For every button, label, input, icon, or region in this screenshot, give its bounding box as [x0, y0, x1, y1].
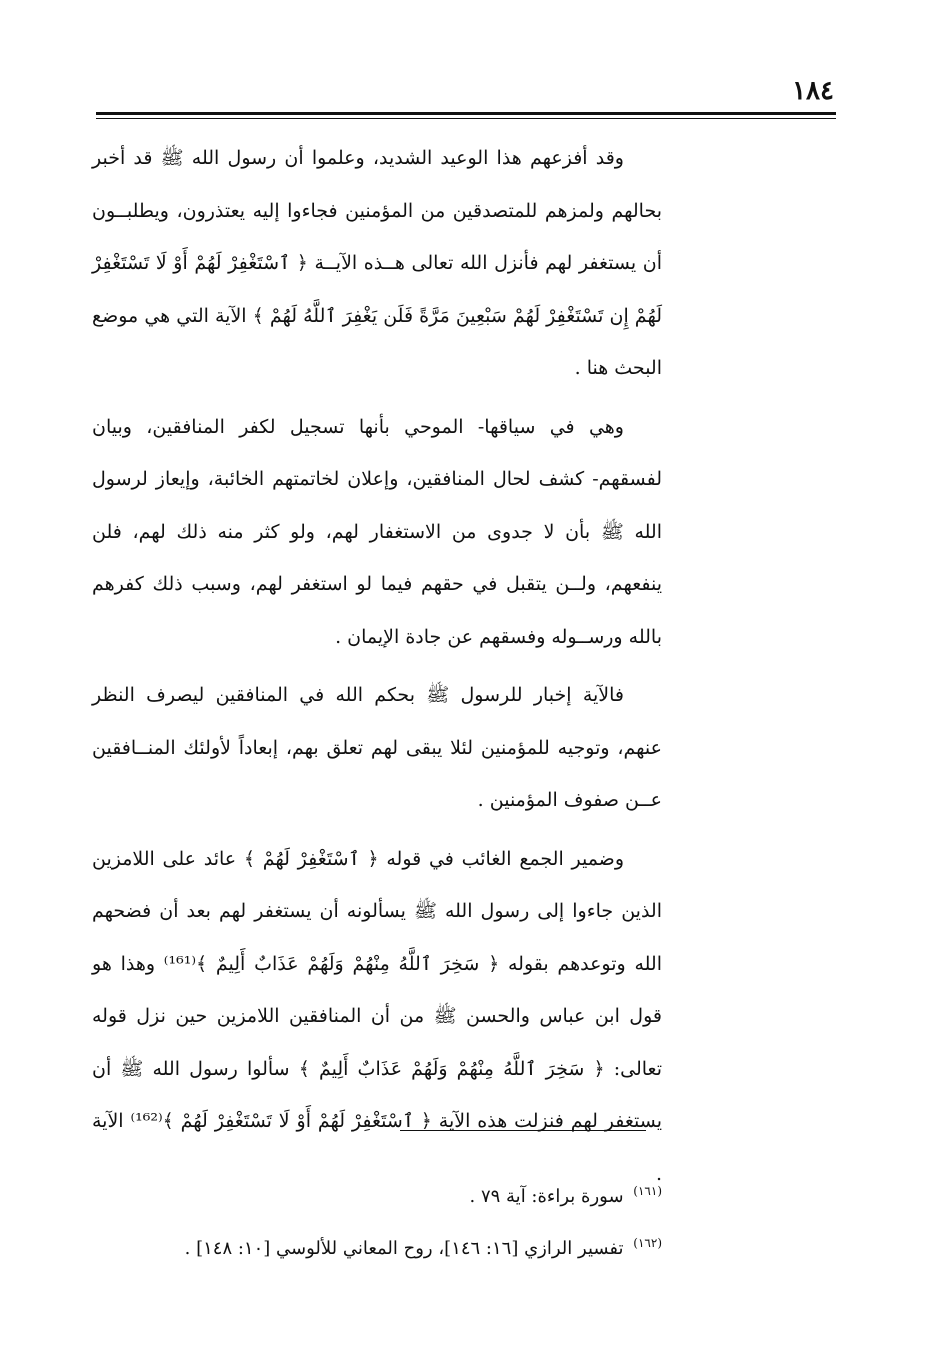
- footnote-mark: (١٦٢): [633, 1236, 662, 1250]
- footnote-rule: [400, 1130, 646, 1131]
- body-text: [92, 132, 662, 1206]
- page-number: ١٨٤: [792, 76, 834, 106]
- header-rule: [96, 112, 836, 115]
- paragraph-3: فالآية إخبار للرسول ﷺ بحكم الله في المنافقين ليصرف النظر عنهم، وتوجيه للمؤمنين لئلا يبقى لهم تعلق بهم، إبعاداً لأولئك المنــافقين عــن صفوف المؤمنين .: [92, 684, 662, 811]
- header-rule-thin: [96, 118, 836, 119]
- footnote-161: [92, 1168, 662, 1220]
- paragraph-1: وقد أفزعهم هذا الوعيد الشديد، وعلموا أن رسول الله ﷺ قد أخبر بحالهم ولمزهم للمتصدقين من المؤمنين فجاءوا إليه يعتذرون، ويطلبــون أن يستغفر لهم فأنزل الله تعالى هــذه الآيــة ﴿ ٱسْتَغْفِرْ لَهُمْ أَوْ لَا تَسْتَغْفِرْ لَهُمْ إِن تَسْتَغْفِرْ لَهُمْ سَبْعِينَ مَرَّةً فَلَن يَغْفِرَ ٱللَّهُ لَهُمْ ﴾ الآية التي هي موضع البحث هنا .: [92, 147, 662, 379]
- footnotes: [92, 1168, 662, 1272]
- paragraph-2: وهي في سياقها- الموحي بأنها تسجيل لكفر المنافقين، وبيان لفسقهم- كشف لحال المنافقين، وإعلان لخاتمتهم الخائبة، وإيعاز لرسول الله ﷺ بأن لا جدوى من الاستغفار لهم، ولو كثر منه ذلك لهم، فلن ينفعهم، ولــن يتقبل في حقهم فيما لو استغفر لهم، وسبب ذلك كفرهم بالله ورســوله وفسقهم عن جادة الإيمان .: [92, 415, 662, 648]
- footnote-text: تفسير الرازي [١٦: ١٤٦]، روح المعاني للألوسي [١٠: ١٤٨] .: [184, 1238, 624, 1259]
- paragraph-4: وضمير الجمع الغائب في قوله ﴿ ٱسْتَغْفِرْ لَهُمْ ﴾ عائد على اللامزين الذين جاءوا إلى رسول الله ﷺ يسألونه أن يستغفر لهم بعد أن فضحهم الله وتوعدهم بقوله ﴿ سَخِرَ ٱللَّهُ مِنْهُمْ وَلَهُمْ عَذَابٌ أَلِيمٌ ﴾⁽¹⁶¹⁾ وهذا هو قول ابن عباس والحسن ﷺ من أن المنافقين اللامزين حين نزل قوله تعالى: ﴿ سَخِرَ ٱللَّهُ مِنْهُمْ وَلَهُمْ عَذَابٌ أَلِيمٌ ﴾ سألوا رسول الله ﷺ أن يستغفر لهم فنزلت هذه الآية ﴿ ٱسْتَغْفِرْ لَهُمْ أَوْ لَا تَسْتَغْفِرْ لَهُمْ ﴾⁽¹⁶²⁾ الآية .: [92, 847, 662, 1185]
- footnote-mark: (١٦١): [633, 1184, 662, 1198]
- footnote-162: [92, 1220, 662, 1272]
- footnote-text: سورة براءة: آية ٧٩ .: [469, 1186, 624, 1207]
